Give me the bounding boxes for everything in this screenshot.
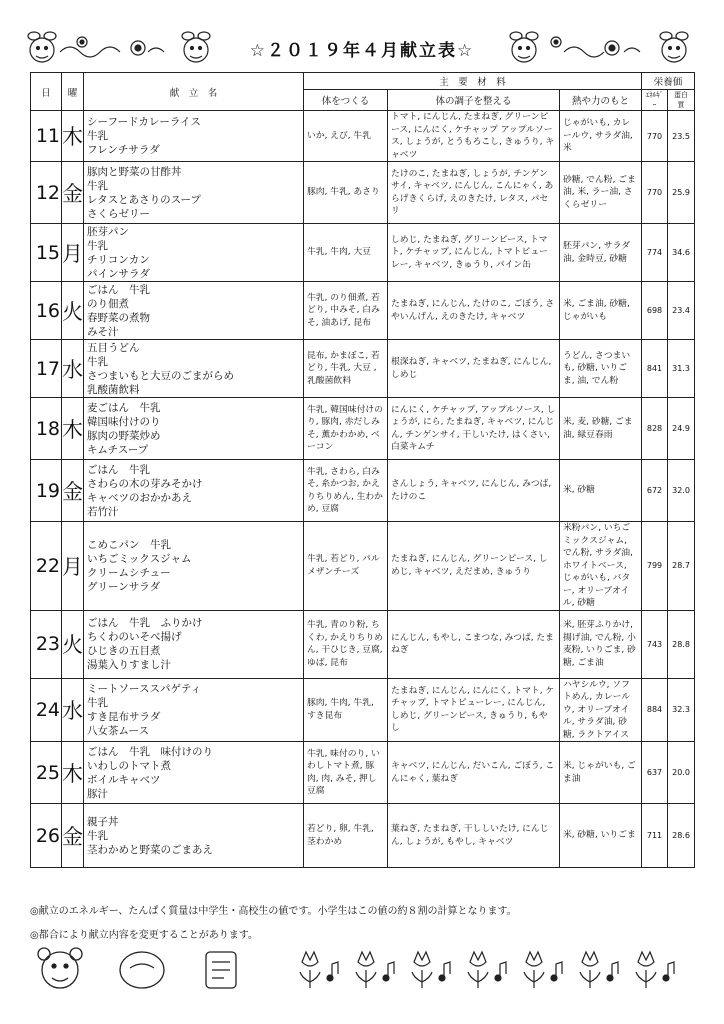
weekday-cell: 火	[62, 610, 84, 678]
header-menu: 献 立 名	[84, 73, 304, 111]
menu-row	[31, 162, 695, 224]
energy-source-cell: じゃがいも, カレールウ, サラダ油, 米	[560, 111, 642, 162]
protein-cell: 28.8	[668, 610, 695, 678]
condition-ingredients-cell: 根深ねぎ, キャベツ, たまねぎ, にんじん, しめじ	[388, 340, 560, 398]
condition-ingredients-cell: しめじ, たまねぎ, グリーンピース, トマト, ケチャップ, にんじん, トマトピューレー, キャベツ, きゅうり, パイン缶	[388, 224, 560, 282]
weekday-cell: 月	[62, 522, 84, 611]
body-ingredients-cell: 牛乳, 牛肉, 大豆	[304, 224, 388, 282]
footer-decoration-icon	[30, 938, 700, 1002]
energy-cell: 770	[642, 111, 668, 162]
header-condition: 体の調子を整える	[388, 90, 560, 111]
header-day: 日	[31, 73, 62, 111]
weekday-cell: 水	[62, 340, 84, 398]
protein-cell: 23.5	[668, 111, 695, 162]
day-cell: 24	[31, 678, 62, 742]
body-ingredients-cell: 牛乳, 味付のり, いわしトマト煮, 豚肉, 肉, みそ, 押し豆腐	[304, 742, 388, 804]
day-cell: 22	[31, 522, 62, 611]
menu-row	[31, 678, 695, 742]
menu-cell: ごはん 牛乳 味付けのり いわしのトマト煮 ボイルキャベツ 豚汁	[84, 742, 304, 804]
condition-ingredients-cell: にんにく, ケチャップ, アップルソース, しょうが, にら, たまねぎ, キャベツ, にんじん, チンゲンサイ, 干しいたけ, はくさい, 白菜キムチ	[388, 398, 560, 460]
condition-ingredients-cell: キャベツ, にんじん, だいこん, ごぼう, こんにゃく, 葉ねぎ	[388, 742, 560, 804]
energy-source-cell: 米, じゃがいも, ごま油	[560, 742, 642, 804]
weekday-cell: 木	[62, 398, 84, 460]
menu-row	[31, 522, 695, 611]
weekday-cell: 火	[62, 282, 84, 340]
menu-cell: シーフードカレーライス 牛乳 フレンチサラダ	[84, 111, 304, 162]
energy-cell: 884	[642, 678, 668, 742]
header-weekday: 曜	[62, 73, 84, 111]
energy-source-cell: 米粉パン, いちごミックスジャム, でん粉, サラダ油, ホワイトベース, じゃがいも, バター, オリーブオイル, 砂糖	[560, 522, 642, 611]
protein-cell: 34.6	[668, 224, 695, 282]
day-cell: 25	[31, 742, 62, 804]
menu-row	[31, 282, 695, 340]
energy-cell: 828	[642, 398, 668, 460]
day-cell: 17	[31, 340, 62, 398]
menu-table	[30, 72, 695, 868]
menu-row	[31, 460, 695, 522]
weekday-cell: 木	[62, 742, 84, 804]
protein-cell: 20.0	[668, 742, 695, 804]
energy-cell: 637	[642, 742, 668, 804]
body-ingredients-cell: 牛乳, 韓国味付けのり, 豚肉, 赤だしみそ, 薫かわかめ, ベーコン	[304, 398, 388, 460]
day-cell: 11	[31, 111, 62, 162]
menu-row	[31, 804, 695, 868]
energy-source-cell: 砂糖, でん粉, ごま油, 米, ラー油, さくらゼリー	[560, 162, 642, 224]
protein-cell: 31.3	[668, 340, 695, 398]
day-cell: 16	[31, 282, 62, 340]
condition-ingredients-cell: たまねぎ, にんじん, グリーンピース, しめじ, キャベツ, えだまめ, きゅうり	[388, 522, 560, 611]
condition-ingredients-cell: トマト, にんじん, たまねぎ, グリーンピース, にんにく, ケチャップ アップルソース, しょうが, とうもろこし, きゅうり, キャベツ	[388, 111, 560, 162]
header-body: 体をつくる	[304, 90, 388, 111]
header-nutrition: 栄養価	[642, 73, 695, 90]
condition-ingredients-cell: にんじん, もやし, こまつな, みつば, たまねぎ	[388, 610, 560, 678]
protein-cell: 28.7	[668, 522, 695, 611]
body-ingredients-cell: 牛乳, さわら, 白みそ, 糸かつお, かえりちりめん, 生わかめ, 豆腐	[304, 460, 388, 522]
body-ingredients-cell: 豚肉, 牛肉, 牛乳, すき昆布	[304, 678, 388, 742]
page-header	[20, 28, 704, 70]
weekday-cell: 木	[62, 111, 84, 162]
energy-cell: 743	[642, 610, 668, 678]
body-ingredients-cell: 牛乳, のり佃煮, 若どり, 中みそ, 白みそ, 油あげ, 昆布	[304, 282, 388, 340]
condition-ingredients-cell: たけのこ, たまねぎ, しょうが, チンゲンサイ, キャベツ, にんじん, こんにゃく, あらげきくらげ, えのきたけ, レタス, パセリ	[388, 162, 560, 224]
condition-ingredients-cell: さんしょう, キャベツ, にんじん, みつば, たけのこ	[388, 460, 560, 522]
menu-cell: こめこパン 牛乳 いちごミックスジャム クリームシチュー グリーンサラダ	[84, 522, 304, 611]
energy-cell: 774	[642, 224, 668, 282]
condition-ingredients-cell: たまねぎ, にんじん, たけのこ, ごぼう, さやいんげん, えのきたけ, キャベツ	[388, 282, 560, 340]
header-protein: 蛋白質	[668, 90, 695, 111]
energy-cell: 799	[642, 522, 668, 611]
body-ingredients-cell: 牛乳, 若どり, パルメザンチーズ	[304, 522, 388, 611]
day-cell: 18	[31, 398, 62, 460]
menu-cell: ごはん 牛乳 ふりかけ ちくわのいそべ揚げ ひじきの五目煮 湯葉入りすまし汁	[84, 610, 304, 678]
protein-cell: 25.9	[668, 162, 695, 224]
weekday-cell: 金	[62, 804, 84, 868]
energy-source-cell: 米, 砂糖	[560, 460, 642, 522]
header-energy-source: 熱や力のもと	[560, 90, 642, 111]
protein-cell: 32.3	[668, 678, 695, 742]
energy-source-cell: 胚芽パン, サラダ油, 金時豆, 砂糖	[560, 224, 642, 282]
energy-cell: 841	[642, 340, 668, 398]
menu-row	[31, 610, 695, 678]
header-energy: ｴﾈﾙｷﾞｰ	[642, 90, 668, 111]
energy-cell: 770	[642, 162, 668, 224]
bee-flower-decoration-icon	[494, 28, 704, 68]
menu-cell: ごはん 牛乳 のり佃煮 春野菜の煮物 みそ汁	[84, 282, 304, 340]
condition-ingredients-cell: 葉ねぎ, たまねぎ, 干ししいたけ, にんじん, しょうが, もやし, キャベツ	[388, 804, 560, 868]
menu-row	[31, 398, 695, 460]
protein-cell: 24.9	[668, 398, 695, 460]
page-title: ☆２０１９年４月献立表☆	[249, 41, 475, 61]
day-cell: 19	[31, 460, 62, 522]
menu-row	[31, 224, 695, 282]
body-ingredients-cell: 昆布, かまぼこ, 若どり, 牛乳, 大豆 , 乳酸菌飲料	[304, 340, 388, 398]
weekday-cell: 金	[62, 460, 84, 522]
energy-source-cell: 米, 胚芽ふりかけ, 揚げ油, でん粉, 小麦粉, いりごま, 砂糖, ごま油	[560, 610, 642, 678]
protein-cell: 32.0	[668, 460, 695, 522]
body-ingredients-cell: 若どり, 卵, 牛乳, 茎わかめ	[304, 804, 388, 868]
protein-cell: 28.6	[668, 804, 695, 868]
note-change: ◎都合により献立内容を変更することがあります。	[30, 930, 258, 941]
menu-row	[31, 742, 695, 804]
menu-cell: ごはん 牛乳 さわらの木の芽みそかけ キャベツのおかかあえ 若竹汁	[84, 460, 304, 522]
body-ingredients-cell: 牛乳, 青のり粉, ちくわ, かえりちりめん, 干ひじき, 豆腐, ゆば, 昆布	[304, 610, 388, 678]
energy-cell: 672	[642, 460, 668, 522]
energy-cell: 698	[642, 282, 668, 340]
header-ingredients: 主 要 材 料	[304, 73, 642, 90]
energy-cell: 711	[642, 804, 668, 868]
protein-cell: 23.4	[668, 282, 695, 340]
day-cell: 15	[31, 224, 62, 282]
menu-cell: ミートソーススパゲティ 牛乳 すき昆布サラダ 八女茶ムース	[84, 678, 304, 742]
weekday-cell: 月	[62, 224, 84, 282]
menu-row	[31, 340, 695, 398]
body-ingredients-cell: いか, えび, 牛乳	[304, 111, 388, 162]
menu-row	[31, 111, 695, 162]
energy-source-cell: 米, 砂糖, いりごま	[560, 804, 642, 868]
menu-cell: 麦ごはん 牛乳 韓国味付けのり 豚肉の野菜炒め キムチスープ	[84, 398, 304, 460]
note-energy: ◎献立のエネルギー、たんぱく質量は中学生・高校生の値です。小学生はこの値の約８割の計算となります。	[30, 906, 517, 917]
day-cell: 23	[31, 610, 62, 678]
day-cell: 12	[31, 162, 62, 224]
energy-source-cell: ハヤシルウ, ソフトめん, カレールウ, オリーブオイル, サラダ油, 砂糖, ラクトアイス	[560, 678, 642, 742]
menu-cell: 親子丼 牛乳 茎わかめと野菜のごまあえ	[84, 804, 304, 868]
condition-ingredients-cell: たまねぎ, にんじん, にんにく, トマト, ケチャップ, トマトピューレー, にんじん, しめじ, グリーンピース, きゅうり, もやし	[388, 678, 560, 742]
menu-cell: 豚肉と野菜の甘酢丼 牛乳 レタスとあさりのスープ さくらゼリー	[84, 162, 304, 224]
energy-source-cell: 米, 麦, 砂糖, ごま油, 緑豆春雨	[560, 398, 642, 460]
body-ingredients-cell: 豚肉, 牛乳, あさり	[304, 162, 388, 224]
menu-cell: 五目うどん 牛乳 さつまいもと大豆のごまがらめ 乳酸菌飲料	[84, 340, 304, 398]
energy-source-cell: 米, ごま油, 砂糖, じゃがいも	[560, 282, 642, 340]
energy-source-cell: うどん, さつまいも, 砂糖, いりごま, 油, でん粉	[560, 340, 642, 398]
day-cell: 26	[31, 804, 62, 868]
weekday-cell: 水	[62, 678, 84, 742]
menu-cell: 胚芽パン 牛乳 チリコンカン パインサラダ	[84, 224, 304, 282]
weekday-cell: 金	[62, 162, 84, 224]
